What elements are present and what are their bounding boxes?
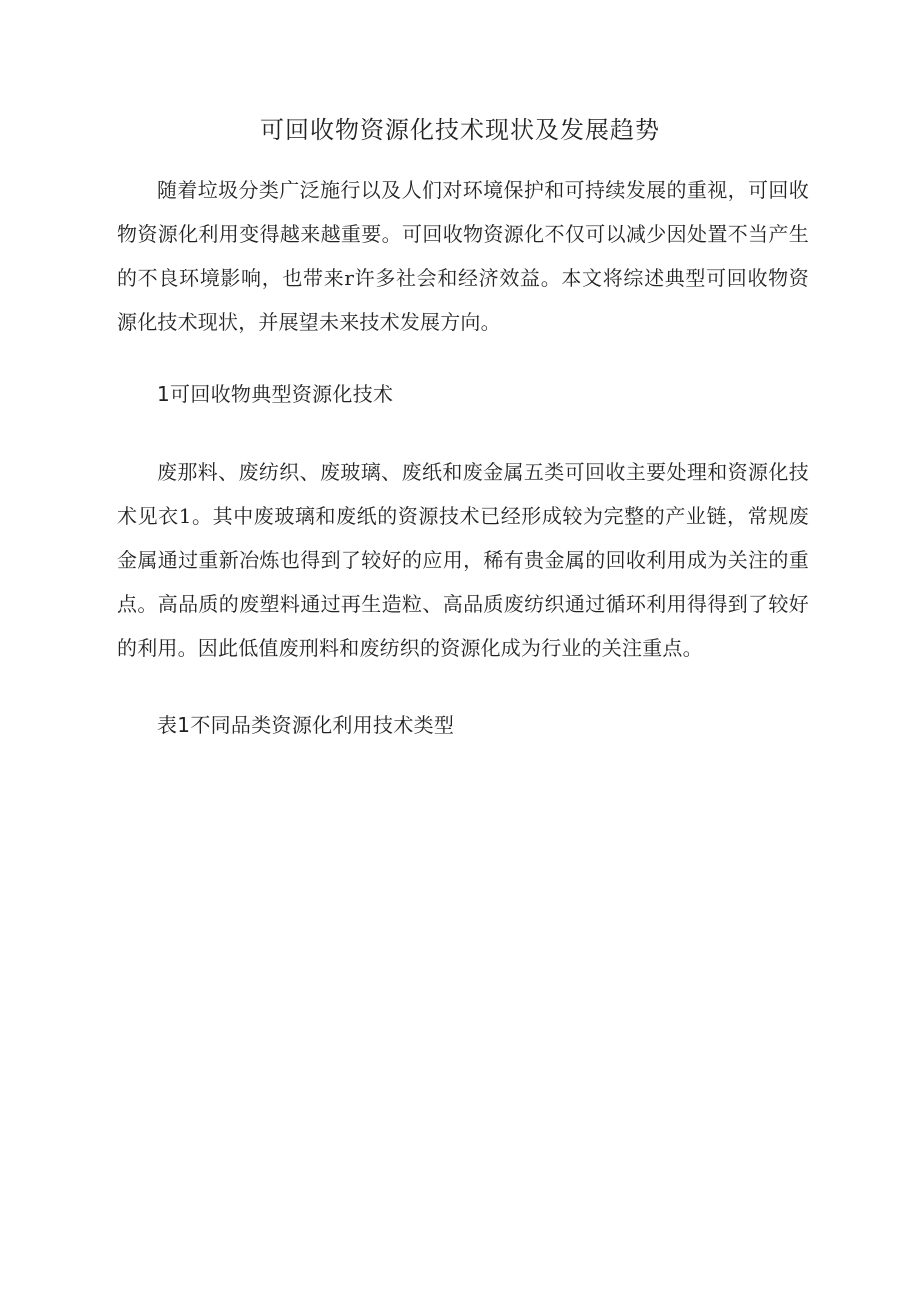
section-1-paragraph: 废那料、废纺织、废玻璃、废纸和废金属五类可回收主要处理和资源化技术见衣1。其中废玻璃和废纸的资源技术已经形成较为完整的产业链，常规废金属通过重新冶炼也得到了较好的应用，稀有贵金属的回收利用成为关注的重点。高品质的废塑料通过再生造粒、高品质废纺织通过循环利用得得到了较好的利用。因此低值废刑料和废纺织的资源化成为行业的关注重点。 bbox=[117, 460, 809, 660]
section-1-heading: 1可回收物典型资源化技术 bbox=[157, 382, 394, 406]
document-title: 可回收物资源化技术现状及发展趋势 bbox=[260, 116, 660, 144]
table-1-caption: 表1不同品类资源化利用技术类型 bbox=[157, 713, 455, 737]
intro-paragraph: 随着垃圾分类广泛施行以及人们对环境保护和可持续发展的重视，可回收物资源化利用变得越来越重要。可回收物资源化不仅可以减少因处置不当产生的不良环境影响，也带来r许多社会和经济效益。本文将综述典型可回收物资源化技术现状，并展望未来技术发展方向。 bbox=[117, 178, 809, 334]
